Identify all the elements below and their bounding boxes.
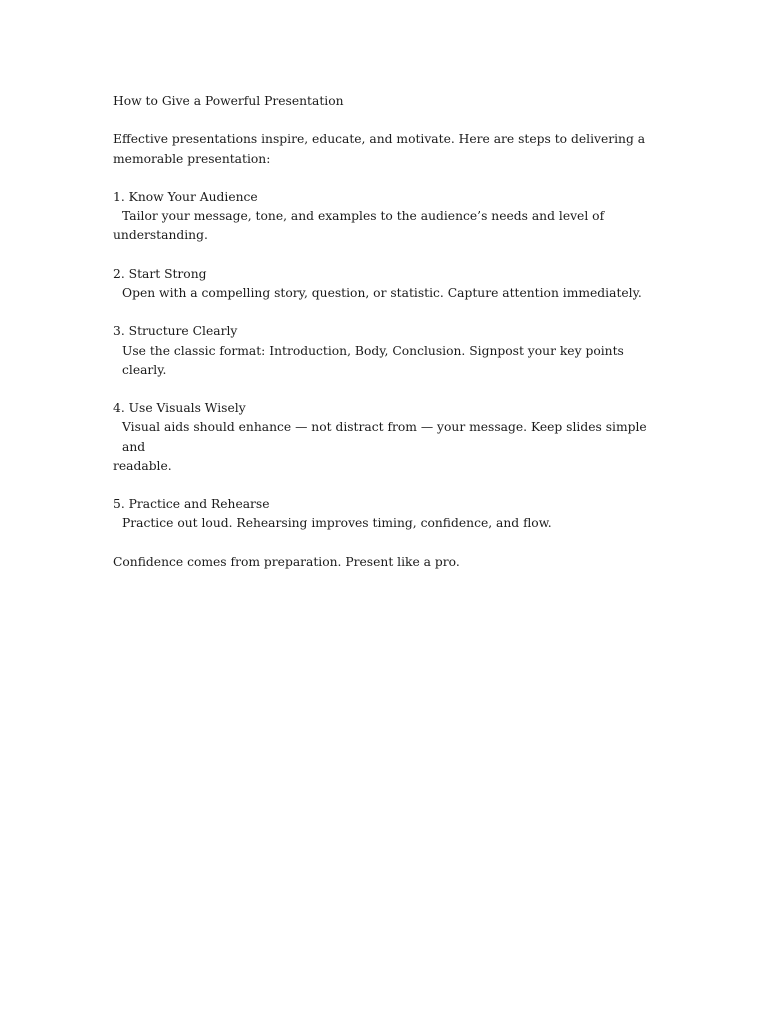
spacer [113, 303, 658, 322]
step-4-body-continuation: readable. [113, 458, 172, 473]
step-2-body: Open with a compelling story, question, or statistic. Capture attention immediately. [122, 285, 642, 300]
document-title: How to Give a Powerful Presentation [113, 94, 344, 108]
intro-line-1: Effective presentations inspire, educate, and motivate. Here are steps to delivering a [113, 132, 646, 147]
step-4-heading: 4. Use Visuals Wisely [113, 401, 246, 416]
spacer [113, 476, 658, 495]
step-1-body: Tailor your message, tone, and examples to the audience’s needs and level of [122, 209, 605, 224]
step-3-heading: 3. Structure Clearly [113, 324, 238, 339]
spacer [113, 111, 658, 130]
step-2-heading: 2. Start Strong [113, 266, 207, 281]
spacer [113, 534, 658, 553]
spacer [113, 380, 658, 399]
step-4-body: Visual aids should enhance — not distract from — your message. Keep slides simple and [122, 420, 647, 454]
spacer [113, 169, 658, 188]
closing-line: Confidence comes from preparation. Present like a pro. [113, 554, 460, 569]
intro-line-2: memorable presentation: [113, 151, 271, 166]
document-body [113, 92, 658, 572]
step-1-body-continuation: understanding. [113, 228, 208, 243]
step-3-body: Use the classic format: Introduction, Body, Conclusion. Signpost your key points clearly. [122, 343, 624, 377]
step-5-body: Practice out loud. Rehearsing improves timing, confidence, and flow. [122, 516, 552, 531]
step-1-heading: 1. Know Your Audience [113, 189, 258, 204]
step-5-heading: 5. Practice and Rehearse [113, 497, 270, 512]
spacer [113, 246, 658, 265]
